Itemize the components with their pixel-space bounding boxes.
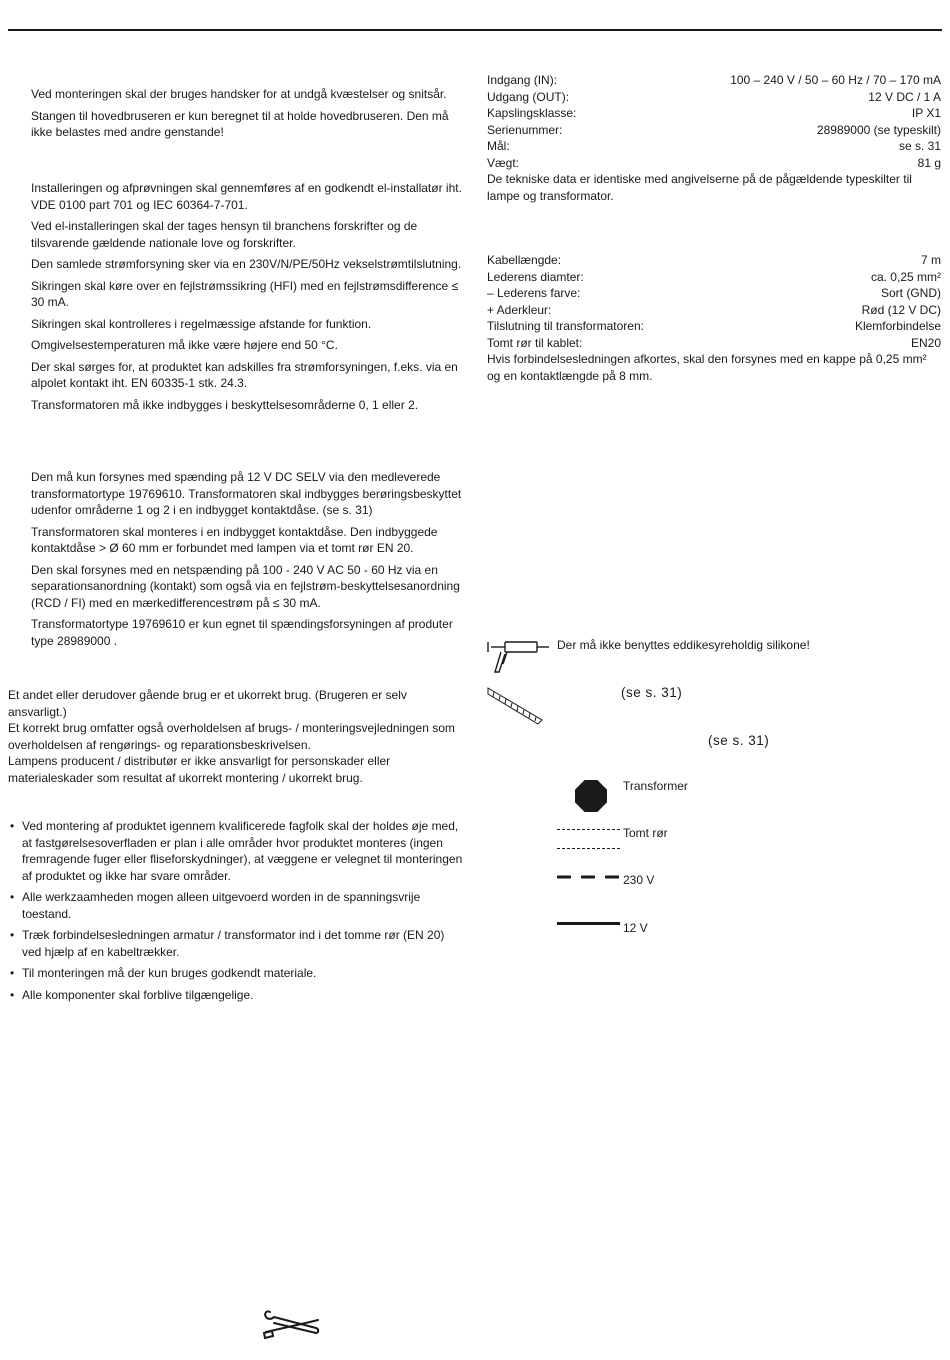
spec-label: Serienummer: <box>487 122 563 137</box>
cable-note: Hvis forbindelsesledningen afkortes, skal den forsynes med en kappe på 0,25 mm² og en kontaktlængde på 8 mm. <box>487 352 927 383</box>
installation-item: Omgivelsestemperaturen må ikke være højere end 50 °C. <box>31 338 338 352</box>
installation-item: Installeringen og afprøvningen skal gennemføres af en godkendt el-installatør iht. VDE 0100 part 701 og IEC 60364-7-701. <box>31 181 462 212</box>
conduit-line-symbol <box>557 848 620 849</box>
technical-note: De tekniske data er identiske med angivelserne på de pågældende typeskilter til lampe og transformator. <box>487 172 912 203</box>
list-item: • Ved montering af produktet igennem kvalificerede fagfolk skal der holdes øje med, at fastgørelsesoverfladen er plan i alle områder hvor produktet monteres (ingen fremragende fuger eller fliseforskydninger), at væggene er velegnet til monteringen af produktet og ikke har svare områder. <box>8 818 463 884</box>
legend-conduit-label: Tomt rør <box>623 826 668 840</box>
spec-value: IP X1 <box>911 106 941 120</box>
spec-value: 7 m <box>920 253 941 267</box>
spec-label: Tomt rør til kablet: <box>487 335 583 350</box>
mounting-notes-list <box>8 818 463 1008</box>
spec-row <box>487 335 941 352</box>
power-supply-section <box>31 469 463 654</box>
safety-gloves-text: Ved monteringen skal der bruges handsker for at undgå kvæstelser og snitsår. <box>31 87 447 101</box>
power-supply-item: Den må kun forsynes med spænding på 12 V DC SELV via den medleverede transformatortype 19769610. Transformatoren skal indbygges berøringsbeskyttet udenfor områderne 1 og 2 i en indbygget kontaktdåse. (se s. 31) <box>31 470 462 517</box>
spec-row <box>487 72 941 89</box>
mains-line-symbol <box>557 874 623 880</box>
low-voltage-line-symbol <box>557 922 620 925</box>
list-item: • Alle werkzaamheden mogen alleen uitgevoerd worden in de spanningsvrije toestand. <box>8 889 463 922</box>
installation-section <box>31 180 463 418</box>
header-rule <box>8 29 942 31</box>
spec-label: Lederens diamter: <box>487 269 584 284</box>
improper-use-text: Et andet eller derudover gående brug er et ukorrekt brug. (Brugeren er selv ansvarligt.) Et korrekt brug omfatter også overholdelsen af brugs- / monteringsvejledningen som overholdelsen af rengørings- og reparationsbeskrivelsen. Lampens producent / distributør er ikke ansvarligt for personskader eller materialeskader som resultat af ukorrekt montering / ukorrekt brug. <box>8 688 455 785</box>
silicone-warning: Der må ikke benyttes eddikesyreholdig silikone! <box>557 638 810 652</box>
technical-data-table <box>487 72 941 204</box>
list-item: • Alle komponenter skal forblive tilgængelige. <box>8 987 463 1004</box>
spec-label: Kapslingsklasse: <box>487 106 577 120</box>
cable-data-table <box>487 252 941 384</box>
spec-value: Klemforbindelse <box>854 319 941 333</box>
legend-transformer-label: Transformer <box>623 779 688 793</box>
power-supply-item: Transformatoren skal monteres i en indbygget kontaktdåse. Den indbyggede kontaktdåse > Ø 60 mm er forbundet med lampen via et tomt rør EN 20. <box>31 524 438 555</box>
spec-row <box>487 89 941 106</box>
safety-section <box>31 86 463 146</box>
spec-label: Mål: <box>487 139 510 153</box>
spec-label: Kabellængde: <box>487 253 562 267</box>
spec-label: Vægt: <box>487 155 520 170</box>
list-item: • Træk forbindelsesledningen armatur / transformator ind i det tomme rør (EN 20) ved hjælp af en kabeltrækker. <box>8 927 463 960</box>
power-supply-item: Transformatortype 19769610 er kun egnet til spændingsforsyningen af produter type 28989000 . <box>31 617 453 648</box>
conduit-line-symbol <box>557 829 620 830</box>
spec-row <box>487 302 941 319</box>
spec-label: + Aderkleur: <box>487 302 552 317</box>
page-reference: (se s. 31) <box>708 733 770 748</box>
spec-value: se s. 31 <box>898 139 941 153</box>
spec-value: 28989000 (se typeskilt) <box>816 122 941 137</box>
spec-value: Sort (GND) <box>881 286 941 300</box>
spec-row <box>487 318 941 335</box>
installation-item: Sikringen skal køre over en fejlstrømssikring (HFI) med en fejlstrømsdifference ≤ 30 mA. <box>31 278 459 309</box>
spec-row <box>487 285 941 302</box>
spec-value: ca. 0,25 mm² <box>870 269 941 284</box>
transformer-symbol <box>575 780 607 812</box>
spec-row <box>487 105 941 122</box>
installation-item: Den samlede strømforsyning sker via en 230V/N/PE/50Hz vekselstrømtilslutning. <box>31 257 462 271</box>
spec-row <box>487 122 941 139</box>
spec-value: EN20 <box>910 335 941 350</box>
safety-rod-text: Stangen til hovedbruseren er kun beregnet til at holde hovedbruseren. Den må ikke belastes med andre genstande! <box>31 108 449 139</box>
wrench-screwdriver-icon <box>262 1306 322 1340</box>
installation-item: Ved el-installeringen skal der tages hensyn til branchens forskrifter og de tilsvarende gældende nationale love og forskrifter. <box>31 219 418 250</box>
legend-mains-label: 230 V <box>623 873 655 887</box>
spec-row <box>487 138 941 155</box>
spec-value: Rød (12 V DC) <box>861 302 941 317</box>
list-item: • Til monteringen må der kun bruges godkendt materiale. <box>8 965 463 982</box>
page-reference: (se s. 31) <box>621 685 683 700</box>
legend-low-voltage-label: 12 V <box>623 921 648 935</box>
installation-item: Sikringen skal kontrolleres i regelmæssige afstande for funktion. <box>31 316 372 331</box>
ruler-icon <box>486 686 546 726</box>
power-supply-item: Den skal forsynes med en netspænding på 100 - 240 V AC 50 - 60 Hz via en separationsanordning (kontakt) som også via en fejlstrøm-beskyttelsesanordning (RCD / FI) med en mærkedifferencestrøm på ≤ 30 mA. <box>31 562 460 610</box>
spec-row <box>487 269 941 286</box>
installation-item: Transformatoren må ikke indbygges i beskyttelsesområderne 0, 1 eller 2. <box>31 397 419 412</box>
installation-item: Der skal sørges for, at produktet kan adskilles fra strømforsyningen, f.eks. via en alpolet kontakt iht. EN 60335-1 stk. 24.3. <box>31 359 458 390</box>
spec-label: Udgang (OUT): <box>487 89 570 104</box>
spec-value: 100 – 240 V / 50 – 60 Hz / 70 – 170 mA <box>730 73 941 87</box>
spec-row <box>487 155 941 172</box>
spec-label: Tilslutning til transformatoren: <box>487 319 644 333</box>
spec-row <box>487 252 941 269</box>
spec-value: 81 g <box>917 155 941 170</box>
spec-label: Indgang (IN): <box>487 73 558 87</box>
caulking-gun-icon <box>485 638 555 674</box>
spec-value: 12 V DC / 1 A <box>868 89 941 104</box>
spec-label: – Lederens farve: <box>487 286 581 300</box>
